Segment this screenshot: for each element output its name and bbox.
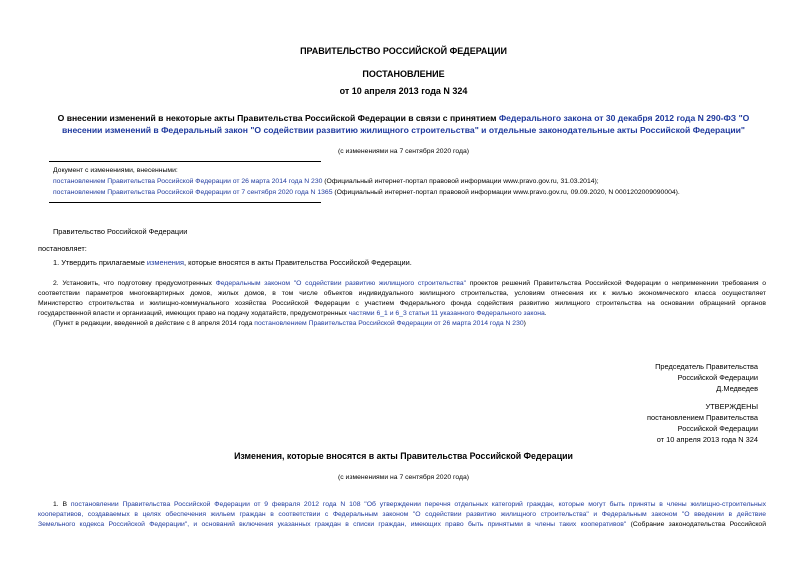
p2-note-pre: (Пункт в редакции, введенной в действие с 8 апреля 2014 года	[53, 320, 255, 327]
changes-item-2-link[interactable]: постановлением Правительства Российской Федерации от 7 сентября 2020 года N 1365	[53, 189, 333, 196]
p2-articles-link[interactable]: частями 6_1 и 6_3 статьи 11 указанного Федерального закона	[348, 310, 545, 317]
p2-line-1	[38, 279, 766, 289]
divider-top	[49, 161, 321, 162]
title-law-link-cont[interactable]: внесении изменений в Федеральный закон "О содействии развитию жилищного строительства" и отдельные законодательные акты Российской Федерации"	[61, 125, 745, 135]
signature-block	[655, 361, 758, 394]
paragraph-2	[38, 279, 766, 329]
annex-line-3-post: (Собрание законодательства Российской	[626, 521, 766, 528]
changes-item-1	[53, 177, 773, 187]
p2-note-link[interactable]: постановлением Правительства Российской Федерации от 26 марта 2014 года N 230	[254, 320, 524, 327]
annex-l1-pre: 1. В	[53, 501, 71, 508]
p2-note-post: )	[523, 320, 526, 327]
approval-line-3: Российской Федерации	[677, 424, 758, 433]
p2-post: проектов решений Правительства Российской Федерации о неприменении требования о	[466, 280, 766, 287]
p2-line-4-post: .	[544, 310, 547, 317]
approval-heading: УТВЕРЖДЕНЫ	[705, 402, 758, 411]
subject: Правительство Российской Федерации	[53, 227, 188, 236]
paragraph-1	[53, 257, 412, 268]
approval-block	[647, 401, 758, 445]
annex-line-3	[38, 520, 766, 530]
p1-pre: 1. Утвердить прилагаемые	[53, 258, 147, 267]
changes-item-1-link[interactable]: постановлением Правительства Российской Федерации от 26 марта 2014 года N 230	[53, 178, 323, 185]
changes-item-2-tail: (Официальный интернет-портал правовой информации www.pravo.gov.ru, 09.09.2020, N 0001202009090004).	[332, 189, 680, 196]
p2-pre: 2. Установить, что подготовку предусмотренных	[53, 280, 216, 287]
signature-name: Д.Медведев	[716, 384, 758, 393]
document-title	[0, 112, 807, 136]
annex-line-3-link[interactable]: Земельного кодекса Российской Федерации", и оснований включения указанных граждан в списки граждан, имеющих право быть принятыми в члены таких кооперативов"	[38, 521, 627, 528]
divider-bottom	[49, 202, 321, 203]
p1-link[interactable]: изменения	[146, 258, 185, 267]
changes-item-2	[53, 188, 773, 198]
document-type: ПОСТАНОВЛЕНИЕ	[362, 69, 445, 79]
p2-law-link[interactable]: Федеральным законом "О содействии развитию жилищного строительства"	[215, 280, 467, 287]
resolves: постановляет:	[38, 244, 87, 253]
changes-heading: Документ с изменениями, внесенными:	[53, 167, 178, 174]
p2-line-4-pre: государственной власти и организаций, имеющих право на подачу ходатайств, предусмотренных	[38, 310, 349, 317]
annex-line-2[interactable]: кооперативов, создаваемых в целях обеспечения жильем граждан в соответствии с Федеральным законом "О содействии развитию жилищного строительства" и Федеральным законом "О введении в действие	[38, 511, 766, 518]
annex-decree-link[interactable]: постановлении Правительства Российской Федерации от 9 февраля 2012 года N 108 "Об утверждении перечня отдельных категорий граждан, которые могут быть приняты в члены жилищно-строительных	[70, 501, 766, 508]
signature-title: Председатель Правительства	[655, 362, 758, 371]
p2-line-2: соответствии параметров многоквартирных домов, жилых домов, в том числе объектов индивидуального жилищного строительства, условиям отнесения их к жилью экономического класса осуществляет	[38, 290, 766, 297]
annex-line-1	[38, 500, 766, 510]
government-heading: ПРАВИТЕЛЬСТВО РОССИЙСКОЙ ФЕДЕРАЦИИ	[300, 46, 507, 56]
p2-note	[38, 319, 766, 329]
amended-note: (с изменениями на 7 сентября 2020 года)	[338, 148, 469, 155]
approval-line-4: от 10 апреля 2013 года N 324	[656, 435, 758, 444]
changes-item-1-tail: (Официальный интернет-портал правовой информации www.pravo.gov.ru, 31.03.2014);	[322, 178, 599, 185]
signature-org: Российской Федерации	[677, 373, 758, 382]
p1-post: , которые вносятся в акты Правительства Российской Федерации.	[184, 258, 412, 267]
p2-line-3: Министерство строительства и жилищно-коммунального хозяйства Российской Федерации с участием Федерального фонда содействия развитию жилищного строительства на основании обращений органов	[38, 300, 766, 307]
p2-line-4	[38, 309, 766, 319]
annex-title: Изменения, которые вносятся в акты Правительства Российской Федерации	[234, 451, 573, 461]
approval-line-2: постановлением Правительства	[647, 413, 758, 422]
title-law-link[interactable]: Федерального закона от 30 декабря 2012 года N 290-ФЗ "О	[498, 113, 750, 123]
document-date-number: от 10 апреля 2013 года N 324	[339, 86, 468, 96]
title-prefix: О внесении изменений в некоторые акты Правительства Российской Федерации в связи с принятием	[57, 113, 499, 123]
changes-block	[53, 166, 773, 198]
annex-note: (с изменениями на 7 сентября 2020 года)	[338, 474, 469, 481]
annex-item-1	[38, 500, 766, 530]
